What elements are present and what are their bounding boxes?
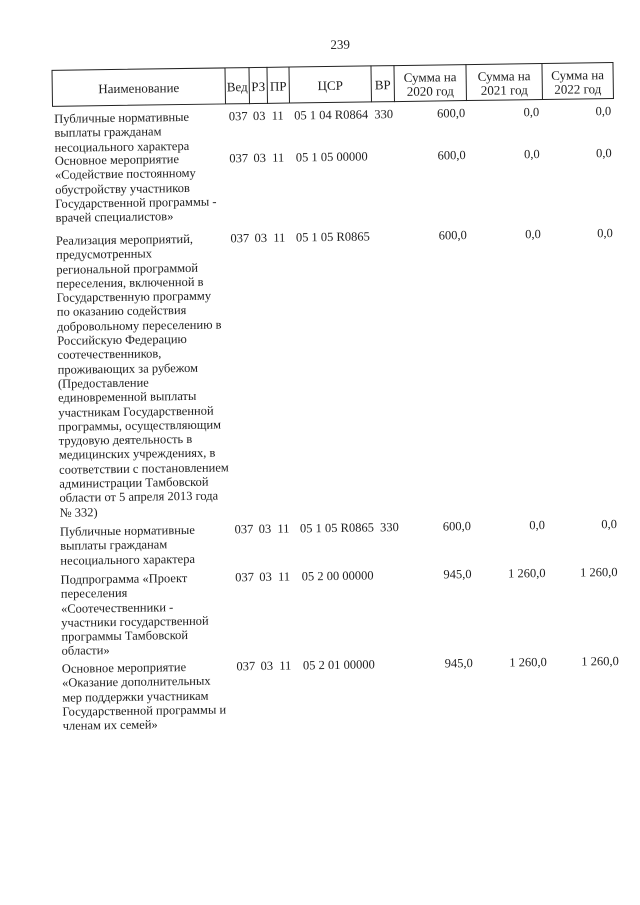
row-name-line: программы Тамбовской bbox=[61, 628, 189, 644]
header-sum-2021-line: Сумма на bbox=[477, 68, 531, 84]
row-name-line: выплаты гражданам bbox=[54, 124, 162, 141]
header-rz bbox=[249, 67, 268, 104]
row-name-line: Реализация мероприятий, bbox=[55, 231, 194, 248]
row-csr: 05 1 05 00000 bbox=[295, 149, 368, 165]
row-name-line: по оказанию содействия bbox=[56, 303, 187, 320]
header-sum-2022 bbox=[542, 62, 614, 100]
header-name-label: Наименование bbox=[98, 79, 180, 96]
row-name-line: администрации Тамбовской bbox=[59, 474, 209, 491]
row-name-line: № 332) bbox=[59, 504, 98, 520]
row-pr: 11 bbox=[279, 658, 292, 673]
row-sum-2022: 0,0 bbox=[595, 146, 612, 161]
row-ved: 037 bbox=[229, 151, 249, 166]
row-sum-2022: 1 260,0 bbox=[581, 653, 619, 669]
row-name-line: трудовую деятельность в bbox=[58, 432, 193, 448]
header-sum-2020-line: Сумма на bbox=[403, 69, 457, 85]
row-sum-2020: 600,0 bbox=[436, 106, 466, 121]
row-pr: 11 bbox=[277, 521, 290, 536]
row-name-line: Государственной программы и bbox=[62, 702, 227, 719]
row-name-line: выплаты гражданам bbox=[60, 537, 168, 554]
row-vr bbox=[378, 568, 402, 654]
row-name-line: переселения bbox=[60, 586, 128, 602]
row-name-line: соотечественников, bbox=[57, 346, 162, 363]
row-name-line: мер поддержки участникам bbox=[62, 688, 209, 705]
header-csr-label: ЦСР bbox=[317, 77, 343, 93]
row-name-line: медицинских учреждениях, в bbox=[58, 446, 216, 463]
header-ved bbox=[225, 67, 250, 104]
row-name-line: переселения, включенной в bbox=[56, 274, 204, 291]
row-name-line: Основное мероприятие bbox=[54, 152, 180, 168]
row-name-line: области» bbox=[61, 643, 110, 659]
header-pr bbox=[267, 67, 290, 104]
row-sum-2022: 0,0 bbox=[601, 517, 617, 532]
row-name-line: членам их семей» bbox=[62, 717, 158, 733]
header-sum-2021 bbox=[466, 63, 543, 101]
row-name-line: Публичные нормативные bbox=[54, 109, 190, 126]
row-name-line: (Предоставление bbox=[57, 375, 149, 391]
table-row bbox=[58, 517, 621, 568]
row-sum-2020: 945,0 bbox=[444, 656, 473, 671]
row-sum-2020: 945,0 bbox=[443, 567, 472, 582]
table-row bbox=[60, 654, 623, 733]
row-name-line: Основное мероприятие bbox=[61, 660, 187, 676]
page-number: 239 bbox=[330, 36, 351, 52]
row-sum-2022: 1 260,0 bbox=[579, 565, 618, 580]
row-name-line: предусмотренных bbox=[55, 246, 153, 263]
row-name-line: несоциального характера bbox=[60, 551, 196, 568]
row-sum-2020: 600,0 bbox=[438, 228, 467, 243]
table-row bbox=[53, 146, 616, 225]
row-csr: 05 1 04 R0864 bbox=[294, 107, 369, 123]
row-sum-2022: 0,0 bbox=[597, 226, 613, 241]
row-vr bbox=[380, 657, 404, 729]
header-sum-2021-line: 2021 год bbox=[480, 81, 528, 98]
row-name-line: участникам Государственной bbox=[58, 403, 214, 420]
row-sum-2021: 1 260,0 bbox=[507, 566, 546, 581]
row-name-line: проживающих за рубежом bbox=[57, 360, 199, 377]
row-name-line: Публичные нормативные bbox=[59, 522, 195, 539]
row-name-line: «Оказание дополнительных bbox=[61, 673, 211, 691]
row-name bbox=[54, 231, 232, 519]
row-ved: 037 bbox=[235, 570, 255, 585]
row-name-line: Государственной программы - bbox=[55, 194, 217, 211]
row-rz: 03 bbox=[258, 521, 272, 537]
row-rz: 03 bbox=[253, 150, 267, 166]
row-csr: 05 2 01 00000 bbox=[302, 657, 375, 673]
row-ved: 037 bbox=[230, 231, 250, 246]
row-sum-2021: 1 260,0 bbox=[509, 654, 547, 670]
row-pr: 11 bbox=[271, 108, 284, 123]
row-name-line: добровольному переселению в bbox=[56, 317, 222, 334]
row-name bbox=[59, 570, 234, 658]
table-row bbox=[54, 226, 620, 520]
row-sum-2021: 0,0 bbox=[524, 147, 540, 162]
document-page bbox=[25, 16, 635, 764]
row-name bbox=[53, 151, 228, 225]
row-vr bbox=[373, 149, 397, 221]
row-rz: 03 bbox=[254, 230, 268, 246]
header-ved-label: Вед bbox=[226, 78, 248, 95]
table-row bbox=[59, 565, 622, 659]
row-csr: 05 2 00 00000 bbox=[301, 568, 374, 584]
header-rz-label: РЗ bbox=[251, 78, 266, 94]
row-name-line: Подпрограмма «Проект bbox=[60, 571, 188, 587]
header-sum-2020-line: 2020 год bbox=[406, 82, 454, 99]
row-name-line: «Содействие постоянному bbox=[54, 166, 196, 183]
row-name bbox=[52, 109, 227, 154]
row-ved: 037 bbox=[234, 522, 254, 537]
row-name-line: несоциального характера bbox=[54, 138, 190, 155]
row-name-line: соответствии с постановлением bbox=[58, 460, 229, 477]
row-pr: 11 bbox=[272, 150, 285, 165]
table-header bbox=[52, 62, 614, 107]
row-pr: 11 bbox=[273, 230, 286, 245]
row-name-line: области от 5 апреля 2013 года bbox=[59, 488, 219, 506]
row-name-line: врачей специалистов» bbox=[55, 209, 174, 226]
header-name bbox=[52, 67, 226, 106]
row-pr: 11 bbox=[277, 569, 291, 584]
row-ved: 037 bbox=[236, 659, 256, 674]
row-vr: 330 bbox=[379, 520, 399, 535]
row-sum-2021: 0,0 bbox=[523, 105, 540, 120]
row-name bbox=[60, 659, 235, 733]
row-name-line: программы, осуществляющим bbox=[58, 417, 222, 434]
row-rz: 03 bbox=[252, 108, 266, 124]
row-rz: 03 bbox=[259, 569, 272, 585]
row-sum-2022: 0,0 bbox=[595, 104, 612, 119]
row-sum-2020: 600,0 bbox=[437, 148, 466, 163]
row-ved: 037 bbox=[228, 109, 248, 124]
row-name-line: региональной программой bbox=[56, 260, 199, 277]
row-name-line: Государственную программу bbox=[56, 288, 212, 305]
row-name-line: участники государственной bbox=[61, 613, 209, 630]
row-csr: 05 1 05 R0865 bbox=[295, 229, 370, 245]
row-name-line: обустройству участников bbox=[55, 180, 190, 197]
row-rz: 03 bbox=[260, 658, 274, 673]
header-sum-2022-line: Сумма на bbox=[551, 67, 605, 83]
header-pr-label: ПР bbox=[269, 78, 287, 94]
row-vr: 330 bbox=[374, 107, 394, 122]
row-name bbox=[58, 522, 233, 567]
header-vr-label: ВР bbox=[374, 76, 391, 93]
row-name-line: Российскую Федерацию bbox=[57, 332, 187, 348]
header-sum-2022-line: 2022 год bbox=[554, 80, 602, 97]
row-name-line: единовременной выплаты bbox=[57, 389, 197, 406]
header-vr bbox=[371, 65, 395, 102]
row-sum-2021: 0,0 bbox=[525, 227, 541, 242]
row-sum-2021: 0,0 bbox=[529, 518, 546, 533]
header-sum-2020 bbox=[394, 64, 467, 102]
row-csr: 05 1 05 R0865 bbox=[299, 520, 375, 536]
header-csr bbox=[289, 65, 372, 103]
row-sum-2020: 600,0 bbox=[442, 519, 472, 534]
row-name-line: «Соотечественники - bbox=[60, 599, 174, 616]
